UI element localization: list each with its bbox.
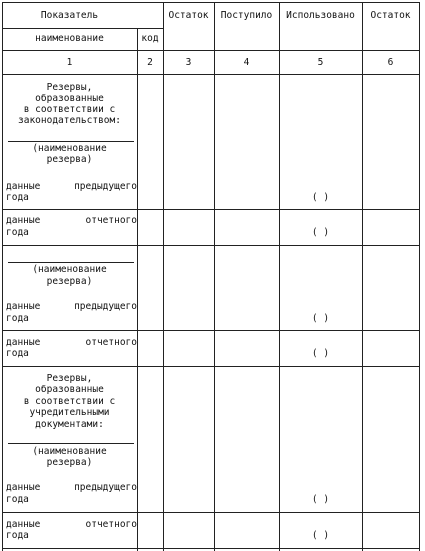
row-label-year: года [6, 227, 29, 238]
section-heading-line: Резервы, [46, 373, 93, 384]
row-current-year [0, 519, 137, 530]
row-label-word: предыдущего [74, 181, 137, 192]
row-prev-year [0, 482, 137, 493]
reserve-name-placeholder: (наименование [32, 264, 107, 275]
section-heading-line: законодательством: [18, 115, 121, 126]
reserve-name-placeholder: резерва) [46, 457, 93, 468]
used-parens: ( ) [311, 494, 330, 505]
row-prev-year [0, 181, 137, 192]
column-number-3: 3 [185, 57, 192, 68]
header-remainder-start: Остаток [168, 10, 209, 21]
used-parens: ( ) [311, 313, 330, 324]
section-heading-line: в соответствии с [23, 104, 116, 115]
section-heading-line: Резервы, [46, 82, 93, 93]
row-label-word: данные [6, 181, 41, 192]
row-label-word: данные [6, 301, 41, 312]
row-label-word: данные [6, 337, 41, 348]
row-current-year [0, 337, 137, 348]
row-label-year: года [6, 494, 29, 505]
row-label-word: отчетного [85, 215, 137, 226]
row-label-word: данные [6, 482, 41, 493]
row-label-word: данные [6, 519, 41, 530]
row-label-word: предыдущего [74, 482, 137, 493]
used-parens: ( ) [311, 348, 330, 359]
section-heading-line: образованные [35, 384, 104, 395]
row-label-word: отчетного [85, 337, 137, 348]
header-remainder-end: Остаток [370, 10, 411, 21]
header-received: Поступило [220, 10, 273, 21]
row-label-year: года [6, 348, 29, 359]
reserve-name-placeholder: (наименование [32, 143, 107, 154]
header-name: наименование [35, 33, 104, 44]
section-heading-line: учредительными [29, 407, 110, 418]
column-number-6: 6 [387, 57, 394, 68]
row-label-word: отчетного [85, 519, 137, 530]
section-heading-line: документами: [35, 419, 104, 430]
section-heading-line: в соответствии с [23, 396, 116, 407]
column-number-2: 2 [147, 57, 153, 68]
row-prev-year [0, 301, 137, 312]
header-used: Использовано [286, 10, 355, 21]
row-label-year: года [6, 192, 29, 203]
used-parens: ( ) [311, 530, 330, 541]
section-heading-line: образованные [35, 93, 104, 104]
header-indicator: Показатель [40, 10, 99, 21]
row-label-word: данные [6, 215, 41, 226]
used-parens: ( ) [311, 192, 330, 203]
row-label-word: предыдущего [74, 301, 137, 312]
row-label-year: года [6, 530, 29, 541]
reserve-name-placeholder: (наименование [32, 446, 107, 457]
row-current-year [0, 215, 137, 226]
used-parens: ( ) [311, 227, 330, 238]
column-number-5: 5 [317, 57, 324, 68]
column-number-4: 4 [243, 57, 250, 68]
row-label-year: года [6, 313, 29, 324]
reserve-name-placeholder: резерва) [46, 276, 93, 287]
reserve-name-placeholder: резерва) [46, 154, 93, 165]
column-number-1: 1 [66, 57, 73, 68]
header-code: код [141, 33, 159, 44]
